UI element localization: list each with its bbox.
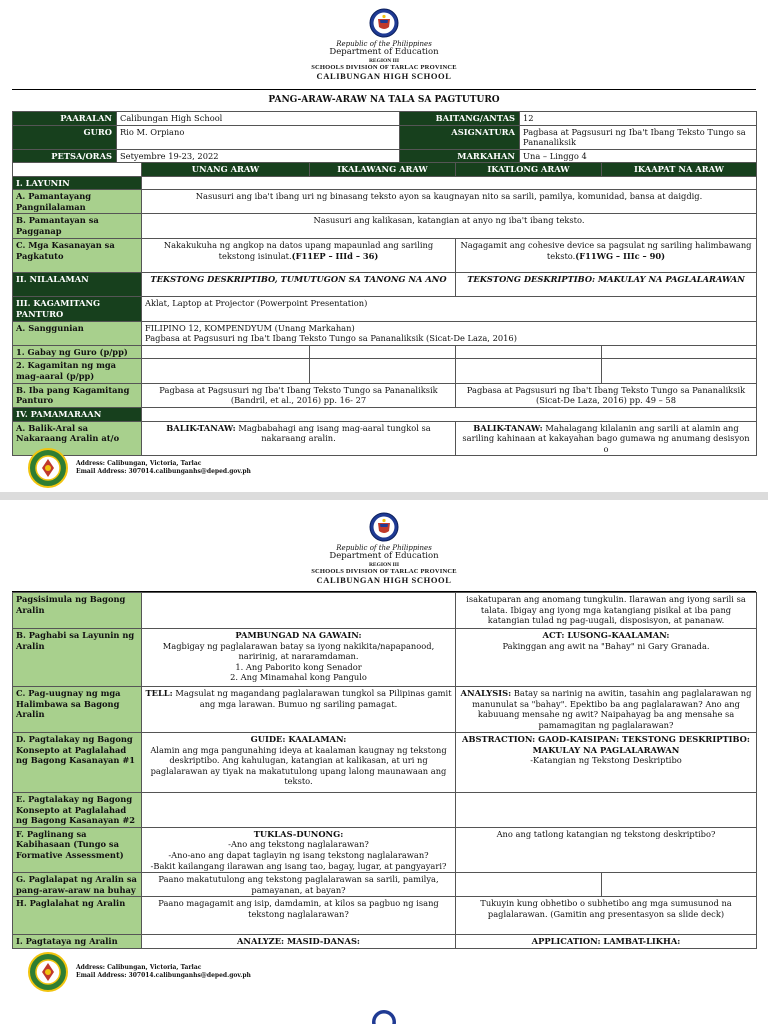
- department-text: Department of Education: [329, 47, 439, 58]
- iba-day1: Pagbasa at Pagsusuri ng Iba't Ibang Teksto Tungo sa Pananaliksik (Bandril, et al., 2016) pp. 16- 27: [142, 383, 456, 407]
- day-header-1: UNANG ARAW: [142, 163, 310, 177]
- guro-label: GURO: [13, 125, 117, 149]
- paglalahat-day3: Tukuyin kung obhetibo o subhetibo ang mga sumusunod na paglalarawan. (Gamitin ang presentasyon sa slide deck): [456, 897, 757, 935]
- deped-seal-icon: [369, 512, 399, 542]
- paglalahat-day1: Paano magagamit ang isip, damdamin, at kilos sa pagbuo ng isang tekstong naglalarawan?: [142, 897, 456, 935]
- document-page-2: [0, 500, 768, 1024]
- gabay-day1: [142, 345, 310, 359]
- pamamaraan-section: IV. PAMAMARAAN: [13, 407, 142, 421]
- paglinang-day1-q3: -Bakit kailangang ilarawan ang isang tao, bagay, lugar, at pangyayari?: [150, 860, 447, 871]
- nilalaman-section: II. NILALAMAN: [13, 273, 142, 297]
- pagtalakay1-day1-title: GUIDE: KAALAMAN:: [250, 734, 347, 744]
- gabay-day2: [310, 345, 456, 359]
- republic-text: Republic of the Philippines: [336, 544, 432, 552]
- kagamitan-section: III. KAGAMITANG PANTURO: [13, 297, 142, 321]
- school-name: CALIBUNGAN HIGH SCHOOL: [316, 70, 452, 81]
- pagtataya-day1: ANALYZE: MASID-DANAS:: [142, 935, 456, 949]
- pagtalakay2-label: E. Pagtalakay ng Bagong Konsepto at Paglalahad ng Bagong Kasanayan #2: [13, 793, 142, 828]
- school-logo-icon: [28, 952, 68, 992]
- paaralan-value: Calibungan High School: [117, 112, 400, 126]
- gabay-label: 1. Gabay ng Guro (p/pp): [13, 345, 142, 359]
- paghabi-day1-item-2: 2. Ang Minamahal kong Pangulo: [230, 672, 367, 683]
- document-page-1: [0, 0, 768, 492]
- pag-uugnay-day3-text: Batay sa narinig na awitin, tasahin ang paglalarawan ng manunulat sa "bahay". Epektibo ba ang paglalarawan? Ano ang kabuuang mensahe ng awit? Naipahayag ba ang mensahe sa pamamagitan ng paglalarawan?: [472, 688, 752, 730]
- balik-label: A. Balik-Aral sa Nakaraang Aralin at/o: [13, 421, 142, 456]
- paglalapat-day3: [456, 873, 602, 897]
- paghabi-day1: [142, 629, 456, 687]
- kasanayan-day1-text: Nakakukuha ng angkop na datos upang mapaunlad ang sariling tekstong isinulat.: [163, 240, 434, 262]
- pamantayang-label: A. Pamantayang Pangnilalaman: [13, 190, 142, 214]
- sanggunian-text: [142, 321, 757, 345]
- paglinang-day3: Ano ang tatlong katangian ng tekstong deskriptibo?: [456, 827, 757, 872]
- paghabi-label: B. Paghabi sa Layunin ng Aralin: [13, 629, 142, 687]
- pagtalakay1-label: D. Pagtalakay ng Bagong Konsepto at Paglalahad ng Bagong Kasanayan #1: [13, 733, 142, 793]
- paghabi-day3-title: ACT: LUSONG-KAALAMAN:: [542, 630, 670, 640]
- iba-day3: Pagbasa at Pagsusuri ng Iba't Ibang Teksto Tungo sa Pananaliksik (Sicat-De Laza, 2016) pp. 49 – 58: [456, 383, 757, 407]
- pag-uugnay-day3-key: ANALYSIS:: [460, 688, 512, 698]
- layunin-blank: [142, 176, 757, 190]
- pamamaraan-blank: [142, 407, 757, 421]
- magaaral-day3: [456, 359, 602, 383]
- gabay-day3: [456, 345, 602, 359]
- pagsisimula-day3: isakatuparan ang anomang tungkulin. Ilarawan ang iyong sarili sa talata. Ibigay ang iyong mga katangiang pisikal at iba pang katangian tulad ng pag-uugali, disposisyon, at pananaw.: [456, 593, 757, 629]
- pagtalakay1-day3: [456, 733, 757, 793]
- pagsisimula-day1: [142, 593, 456, 629]
- markahan-value: Una – Linggo 4: [520, 149, 757, 163]
- baitang-label: BAITANG/ANTAS: [400, 112, 520, 126]
- pag-uugnay-day1: [142, 687, 456, 733]
- paglinang-day1-title: TUKLAS-DUNONG:: [253, 828, 344, 839]
- pamantayang-text: Nasusuri ang iba't ibang uri ng binasang teksto ayon sa kaugnayan nito sa sarili, pamilya, komunidad, bansa at daigdig.: [142, 190, 757, 214]
- balik-day1-text: Magbabahagi ang isang mag-aaral tungkol sa nakaraang aralin.: [235, 422, 431, 444]
- paglalapat-day1: Paano makatutulong ang tekstong paglalarawan sa sarili, pamilya, pamayanan, at bayan?: [142, 873, 456, 897]
- nilalaman-day3: TEKSTONG DESKRIPTIBO: MAKULAY NA PAGLALARAWAN: [456, 273, 757, 297]
- pagtalakay2-day3: [456, 793, 757, 828]
- sanggunian-line-1: FILIPINO 12, KOMPENDYUM (Unang Markahan): [145, 322, 355, 333]
- region-text: REGION III: [368, 57, 400, 64]
- day-header-3: IKATLONG ARAW: [456, 163, 602, 177]
- pagganap-label: B. Pamantayan sa Pagganap: [13, 214, 142, 239]
- iba-label: B. Iba pang Kagamitang Panturo: [13, 383, 142, 407]
- magaaral-day2: [310, 359, 456, 383]
- paghabi-day3: [456, 629, 757, 687]
- magaaral-day4: [602, 359, 757, 383]
- pagtalakay1-day1-text: Alamin ang mga pangunahing ideya at kaalaman kaugnay ng tekstong deskriptibo. Ang kahulugan, katangian at kalikasan, at uri ng paglalarawan ay tiyak na makatutulong upang lalong maunawaan ang teksto.: [150, 744, 447, 787]
- department-text: Department of Education: [329, 551, 439, 562]
- petsa-label: PETSA/ORAS: [13, 149, 117, 163]
- letterhead-p2: [0, 512, 768, 585]
- pagganap-text: Nasusuri ang kalikasan, katangian at anyo ng iba't ibang teksto.: [142, 214, 757, 239]
- division-text: SCHOOLS DIVISION OF TARLAC PROVINCE: [311, 64, 457, 72]
- pag-uugnay-label: C. Pag-uugnay ng mga Halimbawa sa Bagong Aralin: [13, 687, 142, 733]
- guro-value: Rio M. Orpiano: [117, 125, 400, 149]
- paglalahat-label: H. Paglalahat ng Aralin: [13, 897, 142, 935]
- kasanayan-label: C. Mga Kasanayan sa Pagkatuto: [13, 239, 142, 273]
- pagtataya-label: I. Pagtataya ng Aralin: [13, 935, 142, 949]
- info-table: [12, 111, 757, 163]
- paghabi-day1-text: Magbigay ng paglalarawan batay sa iyong nakikita/napapanood, naririnig, at nararamdaman.: [162, 640, 435, 662]
- kagamitan-text: Aklat, Laptop at Projector (Powerpoint Presentation): [142, 297, 757, 321]
- region-text: REGION III: [368, 561, 400, 568]
- lesson-plan-table-p1: [12, 162, 757, 456]
- paaralan-label: PAARALAN: [13, 112, 117, 126]
- petsa-value: Setyembre 19-23, 2022: [117, 149, 400, 163]
- kasanayan-day3: [456, 239, 757, 273]
- balik-day3-text: Mahalagang kilalanin ang sarili at alamin ang sariling kahinaan at kakayahan bago gumawa ng anumang desisyon o: [462, 422, 750, 454]
- sanggunian-label: A. Sanggunian: [13, 321, 142, 345]
- kasanayan-day1: [142, 239, 456, 273]
- header-blank-cell: [13, 163, 142, 177]
- pag-uugnay-day3: [456, 687, 757, 733]
- balik-day3-key: BALIK-TANAW:: [473, 422, 543, 433]
- sanggunian-line-2: Pagbasa at Pagsusuri ng Iba't Ibang Teksto Tungo sa Pananaliksik (Sicat-De Laza, 2016): [145, 333, 517, 344]
- letterhead-divider: [12, 89, 756, 90]
- paghabi-day1-item-1: 1. Ang Paborito kong Senador: [235, 661, 362, 672]
- letterhead: [0, 8, 768, 81]
- footer-address-block: [76, 460, 251, 476]
- kasanayan-day1-code: (F11EP – IIId – 36): [291, 251, 379, 262]
- lesson-plan-table-p2: [12, 592, 757, 949]
- pagtataya-day3: APPLICATION: LAMBAT-LIKHA:: [456, 935, 757, 949]
- gabay-day4: [602, 345, 757, 359]
- paglinang-label: F. Paglinang sa Kabihasaan (Tungo sa Formative Assessment): [13, 827, 142, 872]
- nilalaman-day1: TEKSTONG DESKRIPTIBO, TUMUTUGON SA TANONG NA ANO: [142, 273, 456, 297]
- deped-seal-icon: [369, 8, 399, 38]
- kasanayan-day3-text: Nagagamit ang cohesive device sa pagsulat ng sariling halimbawang teksto.: [460, 240, 752, 262]
- footer-address-block: [76, 964, 251, 980]
- pagtalakay2-day1: [142, 793, 456, 828]
- division-text: SCHOOLS DIVISION OF TARLAC PROVINCE: [311, 568, 457, 576]
- paglalapat-day4: [602, 873, 757, 897]
- balik-day3: [456, 421, 757, 456]
- footer-address: Address: Calibungan, Victoria, Tarlac: [76, 460, 202, 467]
- balik-day1-key: BALIK-TANAW:: [166, 422, 236, 433]
- school-logo-icon: [28, 448, 68, 488]
- page-separator: [0, 492, 768, 500]
- page1-footer: [28, 448, 428, 488]
- pag-uugnay-day1-key: TELL:: [145, 688, 173, 698]
- pag-uugnay-day1-text: Magsulat ng magandang paglalarawan tungkol sa Pilipinas gamit ang mga larawan. Bumuo ng sariling pamagat.: [172, 688, 452, 709]
- paglinang-day1-q2: -Ano-ano ang dapat taglayin ng isang tekstong naglalarawan?: [168, 850, 429, 861]
- pagtalakay1-day1: [142, 733, 456, 793]
- asignatura-label: ASIGNATURA: [400, 125, 520, 149]
- day-header-2: IKALAWANG ARAW: [310, 163, 456, 177]
- markahan-label: MARKAHAN: [400, 149, 520, 163]
- paghabi-day3-text: Pakinggan ang awit na "Bahay" ni Gary Granada.: [502, 640, 710, 651]
- asignatura-value: Pagbasa at Pagsusuri ng Iba't Ibang Teksto Tungo sa Pananaliksik: [520, 125, 757, 149]
- paglinang-day1: [142, 827, 456, 872]
- kasanayan-day3-code: (F11WG – IIIc – 90): [575, 251, 666, 262]
- next-page-seal-icon: [371, 1008, 397, 1024]
- footer-address: Address: Calibungan, Victoria, Tarlac: [76, 964, 202, 971]
- pagtalakay1-day3-title: ABSTRACTION: GAOD-KAISIPAN: TEKSTONG DESKRIPTIBO: MAKULAY NA PAGLALARAWAN: [462, 734, 750, 755]
- footer-email: Email Address: 307014.calibunganhs@deped.gov.ph: [76, 468, 251, 476]
- document-title: PANG-ARAW-ARAW NA TALA SA PAGTUTURO: [268, 95, 500, 105]
- magaaral-label: 2. Kagamitan ng mga mag-aaral (p/pp): [13, 359, 142, 383]
- republic-text: Republic of the Philippines: [336, 40, 432, 48]
- page2-footer: [28, 952, 428, 992]
- pagtalakay1-day3-text: -Katangian ng Tekstong Deskriptibo: [530, 755, 682, 766]
- paglalapat-label: G. Paglalapat ng Aralin sa pang-araw-araw na buhay: [13, 873, 142, 897]
- paghabi-day1-title: PAMBUNGAD NA GAWAIN:: [235, 630, 362, 640]
- footer-email: Email Address: 307014.calibunganhs@deped.gov.ph: [76, 972, 251, 980]
- day-header-4: IKAAPAT NA ARAW: [602, 163, 757, 177]
- pagsisimula-label: Pagsisimula ng Bagong Aralin: [13, 593, 142, 629]
- magaaral-day1: [142, 359, 310, 383]
- paglinang-day1-q1: -Ano ang tekstong naglalarawan?: [228, 839, 369, 850]
- layunin-section: I. LAYUNIN: [13, 176, 142, 190]
- school-name: CALIBUNGAN HIGH SCHOOL: [316, 574, 452, 585]
- baitang-value: 12: [520, 112, 757, 126]
